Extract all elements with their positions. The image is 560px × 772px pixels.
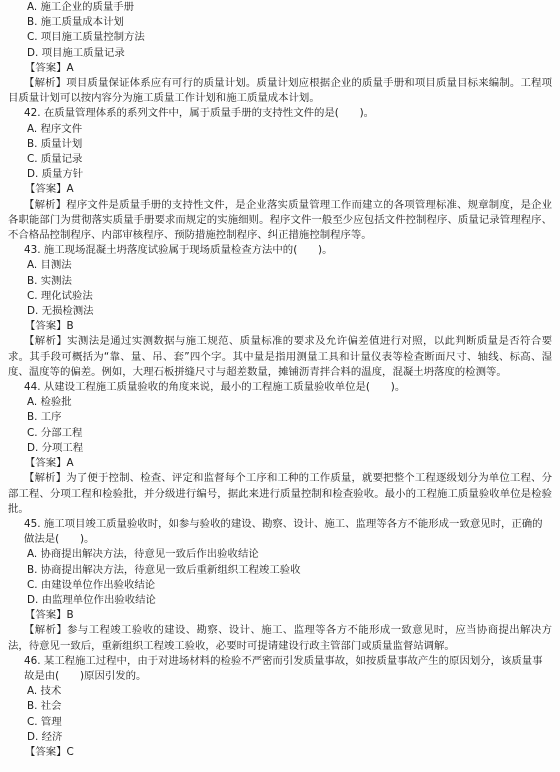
option-line: D. 项目施工质量记录	[27, 46, 125, 59]
question-line: 42. 在质量管理体系的系列文件中，属于质量手册的支持性文件的是( )。	[24, 107, 375, 120]
option-line: B. 工序	[27, 411, 62, 424]
option-line: A. 协商提出解决方法，待意见一致后作出验收结论	[27, 548, 259, 561]
answer-line: 【答案】B	[25, 320, 74, 333]
option-line: C. 管理	[27, 715, 62, 728]
option-line: C. 分部工程	[27, 426, 83, 439]
option-line: A. 检验批	[27, 396, 72, 409]
question-line: 43. 施工现场混凝土坍落度试验属于现场质量检查方法中的( )。	[24, 244, 333, 257]
option-line: D. 无损检测法	[27, 305, 94, 318]
option-line: A. 目测法	[27, 259, 72, 272]
answer-line: 【答案】A	[25, 61, 74, 74]
exam-content	[8, 0, 552, 760]
option-line: B. 实测法	[27, 274, 72, 287]
option-line: A. 技术	[27, 685, 62, 698]
option-line: B. 社会	[27, 700, 62, 713]
option-line: C. 理化试验法	[27, 289, 93, 302]
question-line: 44. 从建设工程施工质量验收的角度来说，最小的工程施工质量验收单位是( )。	[24, 381, 406, 394]
analysis-paragraph: 【解析】参与工程竣工验收的建设、勘察、设计、施工、监理等各方不能形成一致意见时，应当协商提出解决方法，待意见一致后，重新组织工程竣工验收，必要时可提请建设行政主管部门或质量监督站调解。	[8, 624, 552, 652]
answer-line: 【答案】A	[25, 183, 74, 196]
question-line: 46. 某工程施工过程中，由于对进场材料的检验不严密而引发质量事故，如按质量事故产生的原因划分，该质量事故是由( )原因引发的。	[24, 654, 543, 682]
option-line: C. 由建设单位作出验收结论	[27, 578, 156, 591]
option-line: D. 经济	[27, 730, 63, 743]
option-line: B. 协商提出解决方法，待意见一致后重新组织工程竣工验收	[27, 563, 301, 576]
answer-line: 【答案】C	[25, 745, 74, 758]
question-line: 45. 施工项目竣工质量验收时，如参与验收的建设、勘察、设计、施工、监理等各方不能形成一致意见时，正确的做法是( )。	[24, 517, 543, 546]
analysis-paragraph: 【解析】为了便于控制、检查、评定和监督每个工序和工种的工作质量，就要把整个工程逐级划分为单位工程、分部工程、分项工程和检验批，并分级进行编号，据此来进行质量控制和检查验收。最小的工程施工质量验收单位是检验批。	[8, 472, 552, 515]
option-line: D. 分项工程	[27, 441, 84, 454]
answer-line: 【答案】A	[25, 457, 74, 470]
option-line: C. 质量记录	[27, 153, 83, 166]
option-line: D. 由监理单位作出验收结论	[27, 593, 156, 606]
analysis-paragraph: 【解析】实测法是通过实测数据与施工规范、质量标准的要求及允许偏差值进行对照，以此判断质量是否符合要求。其手段可概括为“靠、量、吊、套”四个字。其中量是指用测量工具和计量仪表等检查断面尺寸、轴线、标高、湿度、温度等的偏差。例如，大理石板拼缝尺寸与超差数量，摊铺沥青拌合料的温度，混凝土坍落度的检测等。	[8, 335, 552, 378]
analysis-paragraph: 【解析】项目质量保证体系应有可行的质量计划。质量计划应根据企业的质量手册和项目质量目标来编制。工程项目质量计划可以按内容分为施工质量工作计划和施工质量成本计划。	[8, 77, 552, 105]
option-line: B. 施工质量成本计划	[27, 16, 124, 29]
option-line: B. 质量计划	[27, 137, 83, 150]
option-line: C. 项目施工质量控制方法	[27, 31, 145, 44]
analysis-paragraph: 【解析】程序文件是质量手册的支持性文件，是企业落实质量管理工作而建立的各项管理标准、规章制度，是企业各职能部门为贯彻落实质量手册要求而规定的实施细则。程序文件一般至少应包括文件控制程序、质量记录管理程序、不合格品控制程序、内部审核程序、预防措施控制程序、纠正措施控制程序等。	[8, 198, 552, 242]
option-line: A. 程序文件	[27, 122, 83, 135]
option-line: D. 质量方针	[27, 168, 84, 181]
option-line: A. 施工企业的质量手册	[27, 1, 135, 13]
answer-line: 【答案】B	[25, 609, 74, 622]
